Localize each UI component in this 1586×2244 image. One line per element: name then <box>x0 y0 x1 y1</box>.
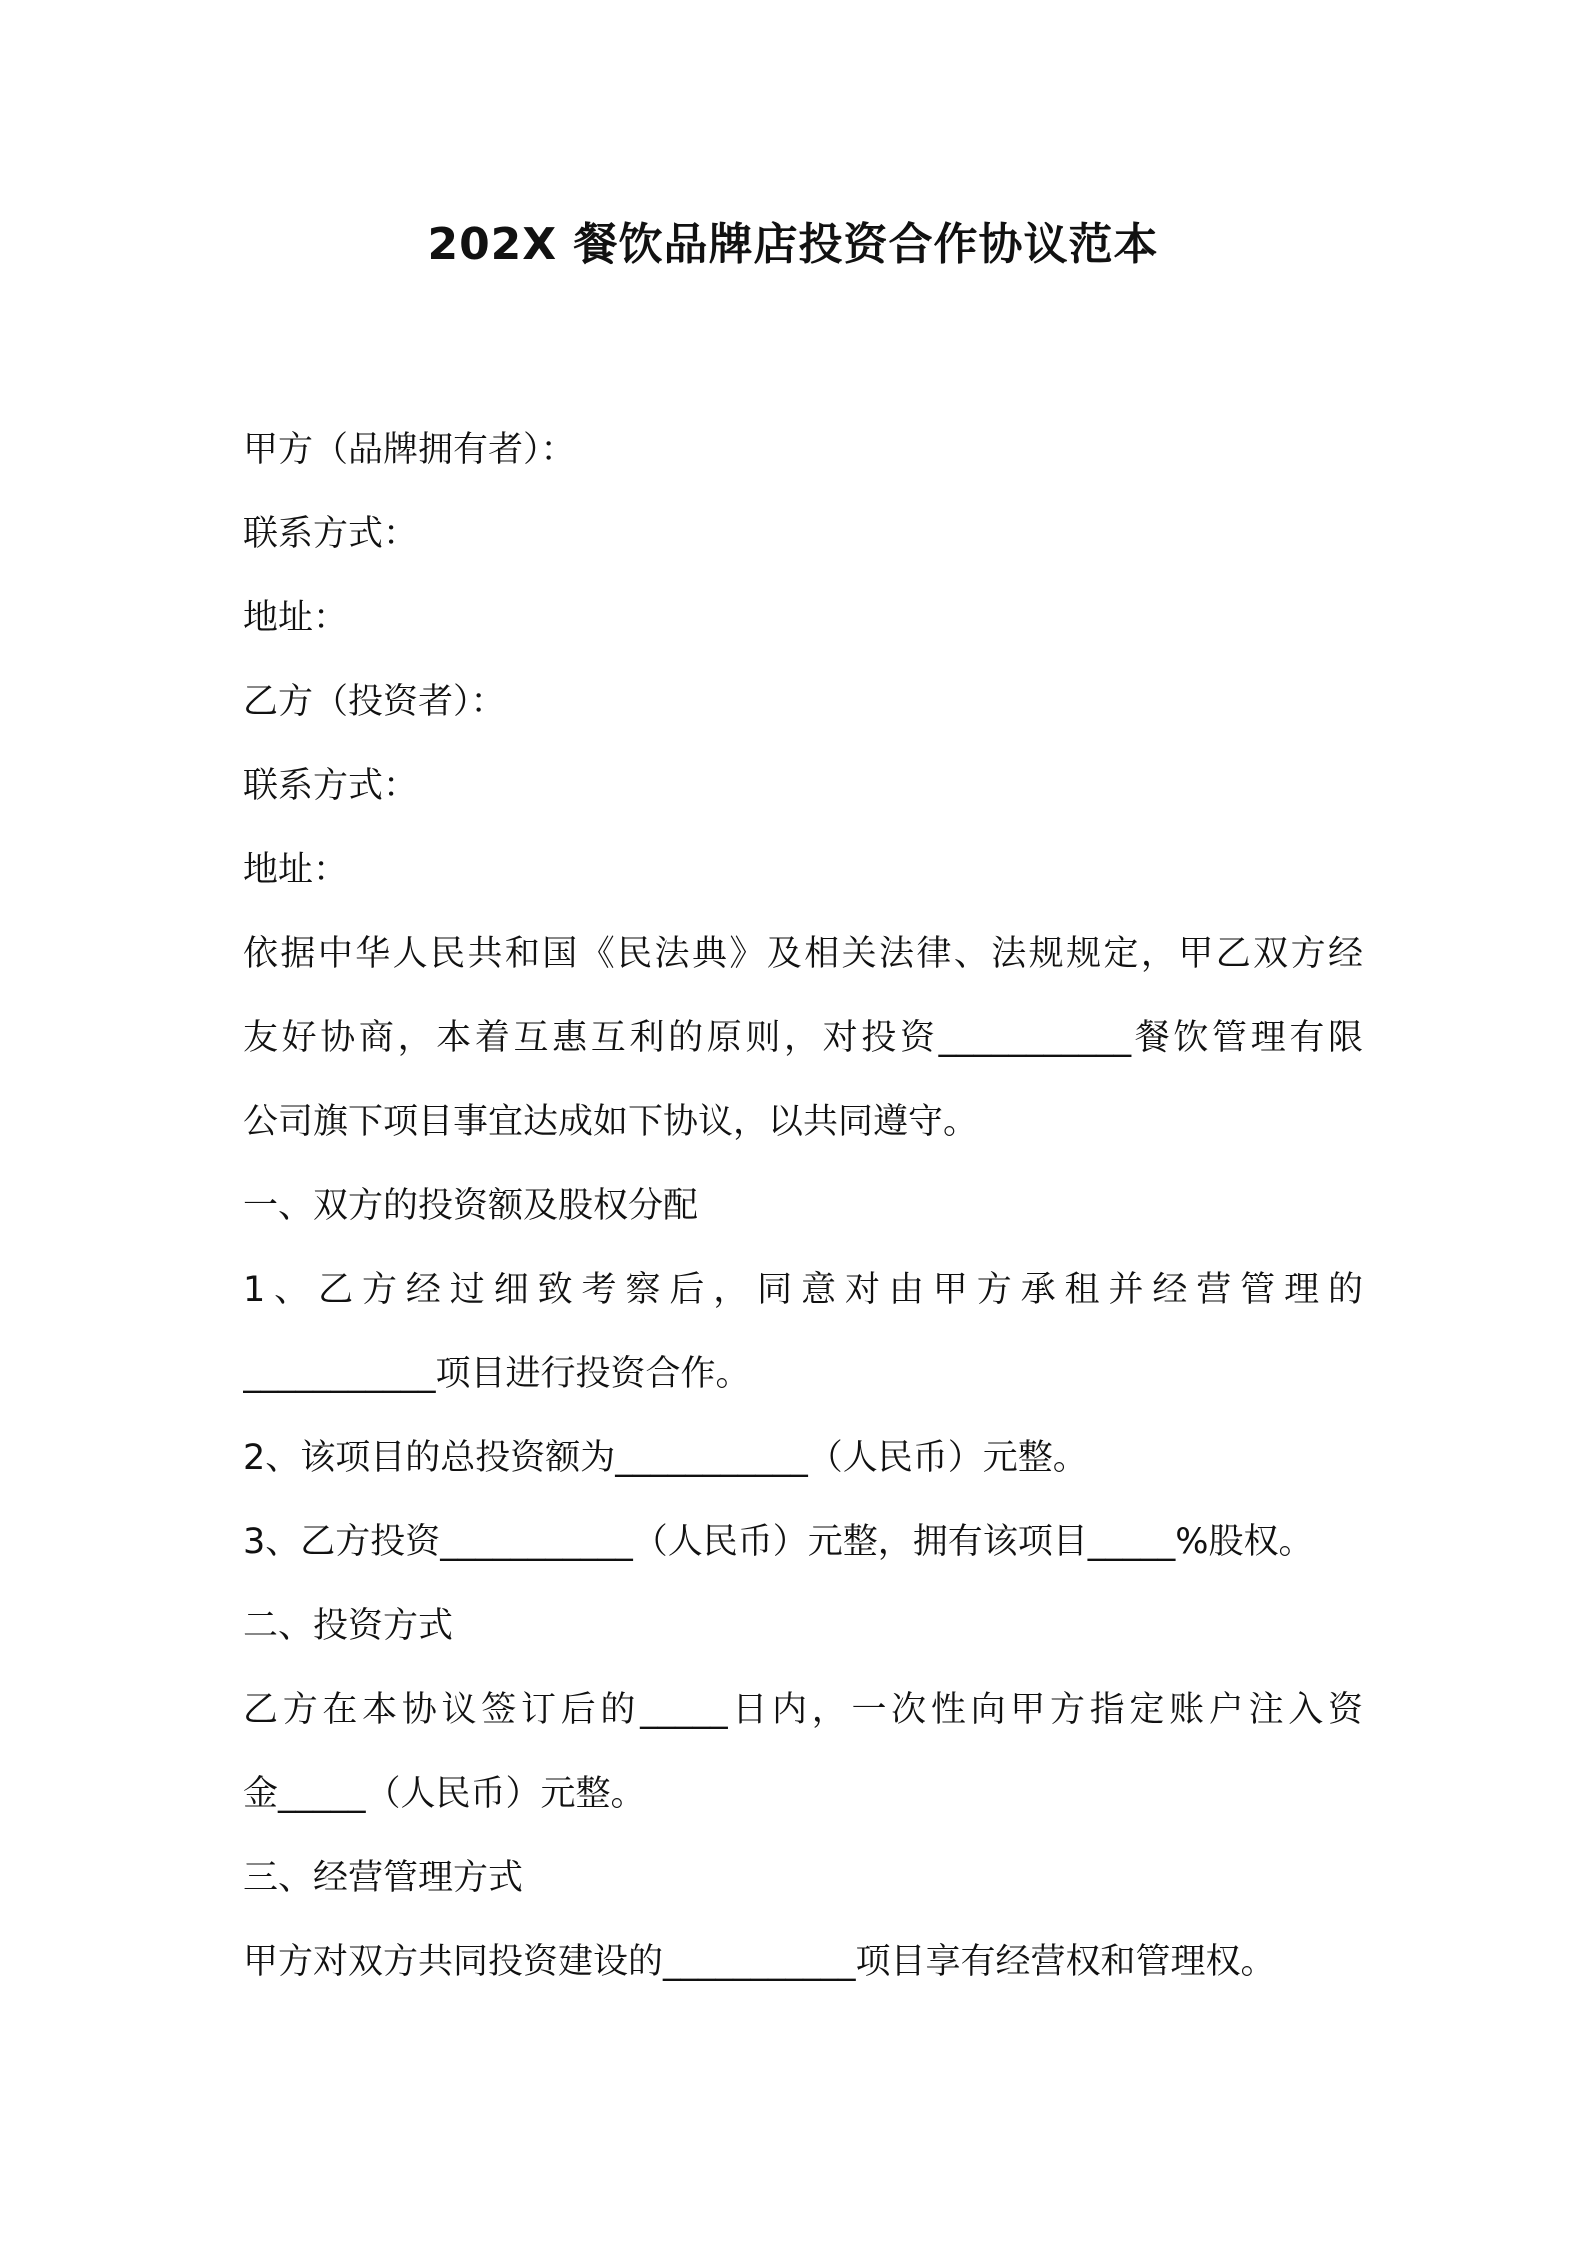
clause-1-2: 2、该项目的总投资额为___________（人民币）元整。 <box>243 1438 1088 1478</box>
document-body <box>243 408 1363 2004</box>
party-a-label: 甲方（品牌拥有者）： <box>243 430 576 470</box>
clause-1-1-line-2: ___________项目进行投资合作。 <box>243 1354 751 1394</box>
preamble-line-2: 友好协商，本着互惠互利的原则，对投资___________餐饮管理有限 <box>243 1018 1363 1058</box>
party-a-contact: 联系方式： <box>243 514 419 554</box>
party-b-address: 地址： <box>243 850 349 890</box>
section-3-heading: 三、经营管理方式 <box>243 1858 524 1898</box>
section-2-heading: 二、投资方式 <box>243 1606 454 1646</box>
party-a-address: 地址： <box>243 598 349 638</box>
section-2-line-1: 乙方在本协议签订后的_____日内，一次性向甲方指定账户注入资 <box>243 1690 1363 1730</box>
preamble-line-1: 依据中华人民共和国《民法典》及相关法律、法规规定，甲乙双方经 <box>243 934 1363 974</box>
clause-1-1-line-1: 1、乙方经过细致考察后，同意对由甲方承租并经营管理的 <box>243 1270 1363 1310</box>
party-b-contact: 联系方式： <box>243 766 419 806</box>
preamble-line-3: 公司旗下项目事宜达成如下协议，以共同遵守。 <box>243 1102 979 1142</box>
document-title: 202X 餐饮品牌店投资合作协议范本 <box>427 219 1159 270</box>
section-3-line-1: 甲方对双方共同投资建设的___________项目享有经营权和管理权。 <box>243 1942 1276 1982</box>
clause-1-3: 3、乙方投资___________（人民币）元整，拥有该项目_____%股权。 <box>243 1522 1314 1562</box>
section-1-heading: 一、双方的投资额及股权分配 <box>243 1186 699 1226</box>
section-2-line-2: 金_____（人民币）元整。 <box>243 1774 646 1814</box>
party-b-label: 乙方（投资者）： <box>243 682 506 722</box>
